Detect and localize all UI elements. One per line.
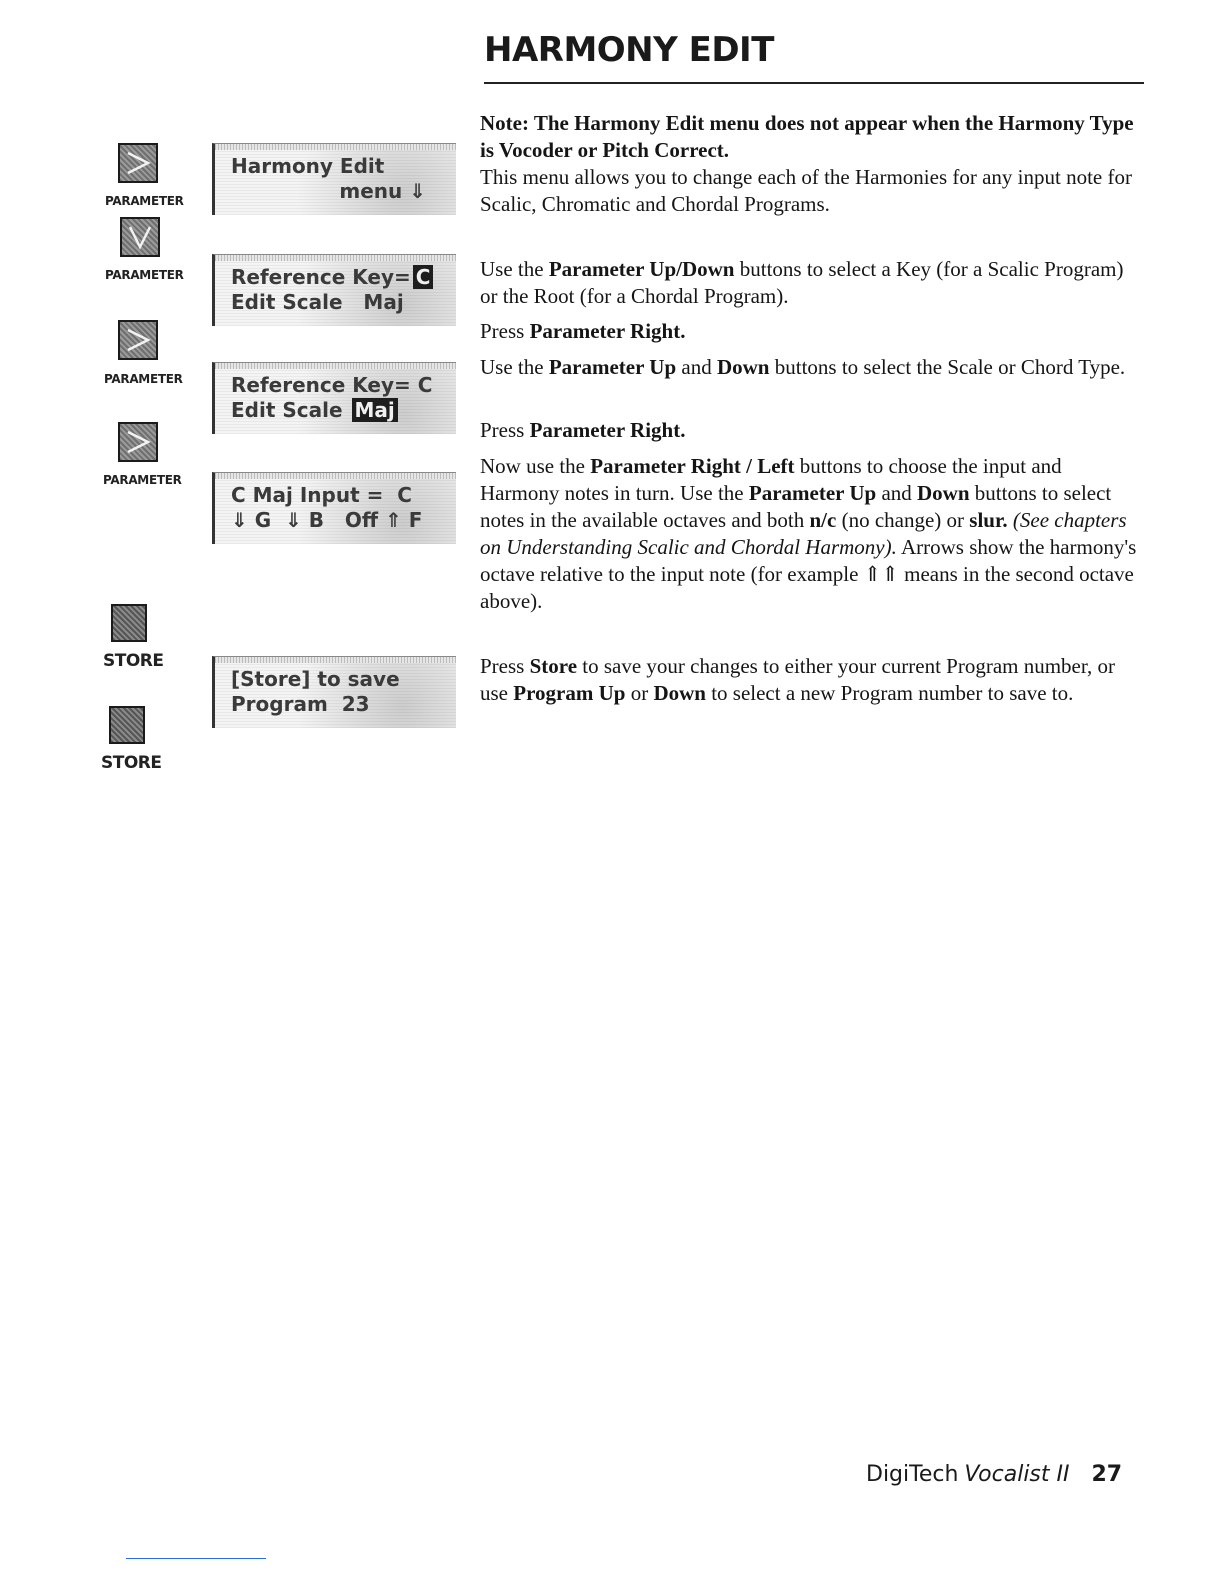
lcd-display [212,143,456,215]
lcd-line-2: Edit Scale Maj [231,398,398,422]
parameter-right-button [118,143,158,183]
lcd-display [212,254,456,326]
step-paragraph: Now use the Parameter Right / Left buttons to choose the input and Harmony notes in turn. Use the Parameter Up and Down buttons to select notes in the available octaves and both n/c (no change) or slur. (See chapters on Understanding Scalic and Chordal Harmony). Arrows show the harmony's octave relative to the input note (for example ⇑⇑ means in the second octave above). [480,454,1137,613]
page-footer [866,1462,1122,1487]
lcd-line-1: C Maj Input = C [231,483,412,507]
parameter-right-button [118,320,158,360]
right-arrow-icon [123,427,153,457]
title-rule [484,82,1144,84]
parameter-label: PARAMETER [105,268,184,282]
store-label: STORE [101,753,162,773]
step-paragraph: Press Parameter Right. [480,418,686,442]
lcd-highlight: Maj [352,398,398,422]
parameter-label: PARAMETER [103,473,182,487]
step-paragraph: Use the Parameter Up and Down buttons to select the Scale or Chord Type. [480,355,1126,379]
step-paragraph: Press Parameter Right. [480,319,686,343]
product-name: Vocalist II [964,1462,1070,1487]
lcd-line-2: menu ⇓ [339,179,426,203]
lcd-display [212,656,456,728]
down-arrow-icon [125,222,155,252]
lcd-line-2: Program 23 [231,692,370,716]
step-paragraph: Press Store to save your changes to either your current Program number, or use Program Up or Down to select a new Program number to save to. [480,654,1116,705]
lcd-line-1: [Store] to save [231,667,400,691]
lcd-display [212,472,456,544]
lcd-line-2: ⇓ G ⇓ B Off ⇑ F [231,508,423,532]
store-button [109,706,145,744]
lcd-line-1: Harmony Edit [231,154,385,178]
lcd-display [212,362,456,434]
step-paragraph: Use the Parameter Up/Down buttons to select a Key (for a Scalic Program) or the Root (for a Chordal Program). [480,257,1124,308]
brand-name: DigiTech [866,1462,959,1487]
note-paragraph: Note: The Harmony Edit menu does not appear when the Harmony Type is Vocoder or Pitch Correct. This menu allows you to change each of the Harmonies for any input note for Scalic, Chromatic and Chordal Programs. [480,111,1134,216]
parameter-right-button [118,422,158,462]
parameter-label: PARAMETER [105,194,184,208]
lcd-highlight: C [413,265,434,289]
parameter-label: PARAMETER [104,372,183,386]
lcd-line-1: Reference Key= C [231,373,433,397]
right-arrow-icon [123,325,153,355]
store-label: STORE [103,651,164,671]
right-arrow-icon [123,148,153,178]
footer-rule [126,1558,266,1559]
store-button [111,604,147,642]
page-title: HARMONY EDIT [484,30,774,70]
page-number: 27 [1091,1462,1123,1487]
lcd-line-2: Edit Scale Maj [231,290,404,314]
parameter-down-button [120,217,160,257]
lcd-line-1: Reference Key= C [231,265,433,289]
